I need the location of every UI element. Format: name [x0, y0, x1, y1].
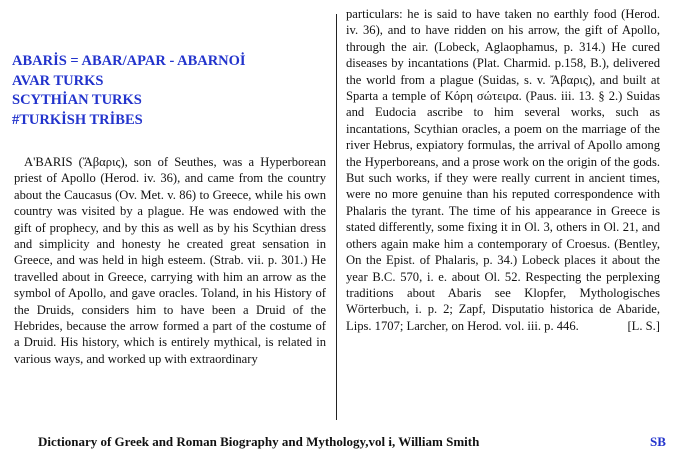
heading-line: #TURKİSH TRİBES [12, 111, 143, 128]
footer-citation: Dictionary of Greek and Roman Biography and Mythology,vol i, William Smith [38, 434, 480, 449]
right-column-body: particulars: he is said to have taken no earthly food (Herod. iv. 36), and to have ridden on his arrow, the gift of Apollo, through the air. (Lobeck, Aglaophamus, p. 314.) He cured diseases by incantations (Plat. Charmid. p.158, B.), delivered the world from a plague (Suidas, s. v. Ἄβαρις), and built at Sparta a temple of Κόρη σώτειρα. (Paus. iii. 13. § 2.) Suidas and Eudocia ascribe to him several works, such as incantations, Scythian oracles, a poem on the marriage of the river Hebrus, expiatory formulas, the arrival of Apollo among the Hyperboreans, and a prose work on the origin of the gods. But such works, if they were really current in ancient times, were no more genuine than his reputed correspondence with Phalaris the tyrant. The time of his appearance in Greece is stated differently, some fixing it in Ol. 3, others in Ol. 21, and others again make him a contemporary of Croesus. (Bentley, On the Epist. of Phalaris, p. 34.) Lobeck places it about the year B.C. 570, i. e. about Ol. 52. Respecting the perplexing traditions about Abaris see Klopfer, Mythologisches Wörterbuch, i. p. 2; Zapf, Disputatio historica de Abaride, Lips. 1707; Larcher, on Herod. vol. iii. p. 446. [346, 7, 660, 333]
heading-line: AVAR TURKS [12, 72, 104, 89]
column-divider [336, 14, 337, 420]
left-column-text: A'BARIS (Ἄβαρις), son of Seuthes, was a Hyperborean priest of Apollo (Herod. iv. 36), and came from the country about the Caucasus (Ov. Met. v. 86) to Greece, while his own country was visited by a plague. He was endowed with the gift of prophecy, and by this as well as by his Scythian dress and simplicity and honesty he created great sensation in Greece, and was held in high esteem. (Strab. vii. p. 301.) He travelled about in Greece, carrying with him an arrow as the symbol of Apollo, and gave oracles. Toland, in his History of the Druids, considers him to have been a Druid of the Hebrides, because the arrow formed a part of the costume of a Druid. His history, which is entirely mythical, is related in various ways, and worked up with extraordinary [14, 155, 326, 366]
corner-mark: SB [650, 434, 666, 449]
right-column-text [346, 6, 660, 334]
heading-line: SCYTHİAN TURKS [12, 92, 142, 108]
heading-block [12, 52, 246, 130]
right-column [346, 6, 660, 334]
signature: [L. S.] [627, 318, 660, 333]
left-column [14, 154, 326, 367]
heading-line: ABARİS = ABAR/APAR - ABARNOİ [12, 53, 246, 69]
